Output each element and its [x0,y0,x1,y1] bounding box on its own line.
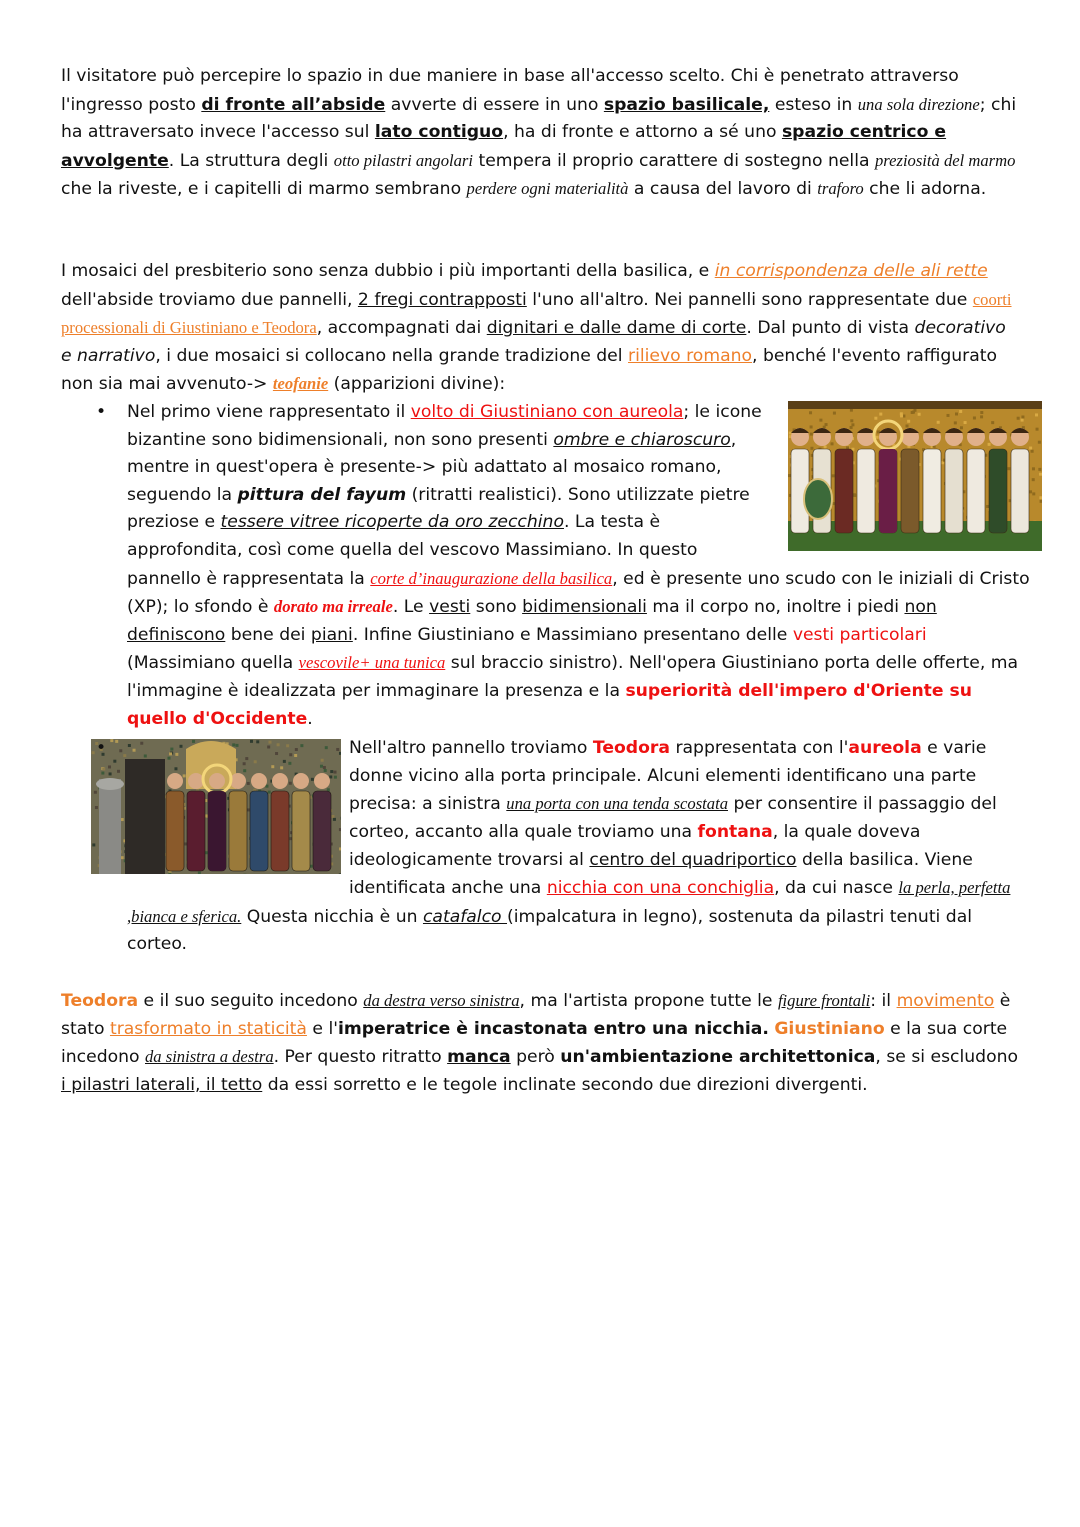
mosaic-fountain-pillar [99,779,121,874]
mosaic-tessera [911,411,914,414]
mosaic-tessera [986,505,989,508]
paragraph-2-segment: decorativo e narrativo [61,318,1006,366]
mosaic-tessera [243,762,246,765]
mosaic-tessera [183,775,186,778]
mosaic-tessera [325,746,328,749]
mosaic-tessera [1036,428,1039,431]
paragraph-1-segment: . La struttura degli [168,150,334,171]
mosaic-tessera [876,436,879,439]
mosaic-tessera [988,443,991,446]
mosaic-tessera [850,426,853,429]
bullet-1-segment: pittura del fayum [237,484,407,505]
mosaic-tessera [879,413,882,416]
bullet-2-segment: (impalcatura in legno), sostenuta da pilastri tenuti dal corteo. [127,906,973,955]
mosaic-tessera [277,743,280,746]
paragraph-1-segment: otto pilastri angolari [333,150,474,170]
bullet-2-segment: nicchia con una conchiglia [546,878,775,899]
fountain-icon [96,778,124,790]
paragraph-5-segment: da sinistra a destra [145,1047,274,1067]
bullet-1-segment: ma il corpo no, inoltre i piedi [646,597,905,618]
mosaic-figure-robe [166,791,184,871]
mosaic-figure-robe [945,449,963,533]
mosaic-tessera [809,411,812,414]
mosaic-tessera [788,474,791,477]
mosaic-tessera [92,844,95,847]
mosaic-tessera [1038,441,1041,444]
mosaic-figure-head [188,773,204,789]
bullet-1-segment: piani [310,624,353,645]
paragraph-conclusion [61,987,1021,1099]
mosaic-tessera [874,417,877,420]
paragraph-1-segment: traforo [817,179,864,199]
bullet-1-segment: superiorità dell'impero d'Oriente su quello d'Occidente [127,680,972,729]
mosaic-tessera [853,494,856,497]
mosaic-figure-robe [187,791,205,871]
mosaic-tessera [179,745,182,748]
mosaic-tessera [109,773,112,776]
mosaic-tessera [339,848,341,851]
mosaic-figure-robe [229,791,247,871]
mosaic-tessera [1021,415,1024,418]
mosaic-tessera [329,776,332,779]
mosaic-tessera [955,412,958,415]
bullet-2-segment: , la quale doveva ideologicamente trovarsi al [349,821,921,870]
mosaic-tessera [850,409,853,412]
paragraph-5-segment: e la sua corte incedono [61,1018,1008,1068]
mosaic-tessera [289,782,292,785]
paragraph-5-segment: imperatrice è incastonata entro una nicchia. [337,1018,769,1039]
mosaic-tessera [311,778,314,781]
paragraph-1-segment: avverte di essere in uno [385,94,604,115]
paragraph-1-segment: ; chi ha attraversato invece l'accesso sul [61,94,1017,143]
mosaic-tessera [271,765,274,768]
mosaic-figure-head [314,773,330,789]
paragraph-5-segment: e l' [306,1018,338,1039]
bullet-2-segment: e varie donne vicino alla porta principale. Alcuni elementi identificano una parte precisa: a sinistra [349,738,987,815]
mosaic-tessera [121,818,124,821]
mosaic-tessera [900,412,903,415]
mosaic-tessera [121,856,124,859]
mosaic-tessera [959,410,962,413]
mosaic-tessera [1035,413,1038,416]
bullet-1-segment: vesti [429,597,471,618]
mosaic-tessera [198,872,201,874]
mosaic-tessera [128,744,131,747]
paragraph-1-segment: tempera il proprio carattere di sostegno nella [473,150,875,171]
mosaic-tessera [906,424,909,427]
bullet-1-segment: (ritratti realistici). Sono utilizzate pietre preziose e [127,484,750,533]
mosaic-tessera [133,749,136,752]
paragraph-5-segment: i pilastri laterali, il tetto [61,1074,263,1095]
mosaic-tessera [123,754,126,757]
paragraph-2-segment: 2 fregi contrapposti [357,289,527,310]
bullet-1-segment: ombre e chiaroscuro [553,429,731,450]
mosaic-tessera [167,757,170,760]
mosaic-tessera [250,740,253,743]
mosaic-figure-robe [967,449,985,533]
mosaic-figure-head [167,773,183,789]
paragraph-2-segment: , benché l'evento raffigurato non sia mai avvenuto-> [61,345,998,395]
mosaic-tessera [824,446,827,449]
paragraph-2-segment: , i due mosaici si collocano nella grande tradizione del [155,345,628,366]
mosaic-tessera [268,741,271,744]
mosaic-tessera [245,757,248,760]
bullet-1-segment: volto di Giustiniano con aureola [410,402,684,422]
mosaic-tessera [339,752,341,755]
mosaic-tessera [1031,450,1034,453]
paragraph-1-segment: esteso in [769,94,858,115]
shield-icon [804,479,832,519]
mosaic-tessera [170,748,173,751]
mosaic-tessera [825,423,828,426]
mosaic-tessera [1039,473,1042,476]
paragraph-1-segment: preziosità del marmo [874,150,1016,170]
paragraph-1-segment: che li adorna. [863,179,987,200]
mosaic-theodora-svg [91,739,341,874]
mosaic-tessera [289,753,292,756]
mosaic-tessera [1017,417,1020,420]
bullet-2-segment: fontana [697,821,773,842]
mosaic-justinian-svg [788,401,1042,551]
mosaic-tessera [320,765,323,768]
paragraph-5-segment: però [510,1047,561,1068]
paragraph-5-segment: movimento [896,991,995,1011]
mosaic-tessera [960,426,963,429]
mosaic-tessera [937,421,940,424]
mosaic-tessera [175,753,178,756]
bullet-1-segment: (Massimiano quella [127,653,299,674]
paragraph-2-segment: in corrispondenza delle ali rette [714,261,988,281]
mosaic-tessera [789,432,792,435]
bullet-symbol: • [96,402,107,422]
paragraph-5-segment: , ma l'artista propone tutte le [519,991,778,1011]
bullet-1-segment: bene dei [225,624,311,645]
mosaic-tessera [980,415,983,418]
mosaic-tessera [94,791,97,794]
mosaic-tessera [334,776,337,779]
mosaic-tessera [95,806,98,809]
mosaic-tessera [169,753,172,756]
mosaic-tessera [119,749,122,752]
mosaic-tessera [288,762,291,765]
bullet-1-segment: vesti particolari [792,624,927,645]
mosaic-tessera [336,748,339,751]
paragraph-2-segment: dell'abside troviamo due pannelli, [61,289,358,310]
mosaic-figure-head [272,773,288,789]
mosaic-figure-head [251,773,267,789]
mosaic-tessera [113,760,116,763]
mosaic-figure-robe [271,791,289,871]
mosaic-door [125,759,165,874]
bullet-1-segment: ; le icone bizantine sono bidimensionali, non sono presenti [127,402,762,450]
mosaic-tessera [1032,467,1035,470]
mosaic-figure-robe [250,791,268,871]
mosaic-tessera [810,447,813,450]
paragraph-presbytery-mosaics [61,258,1021,399]
mosaic-tessera [1039,496,1042,499]
paragraph-2-segment: dignitari e dalle dame di corte [486,318,747,339]
bullet-2-segment: una porta con una tenda scostata [506,794,728,814]
mosaic-tessera [101,772,104,775]
mosaic-figure-head [209,773,225,789]
paragraph-2-segment: I mosaici del presbiterio sono senza dubbio i più importanti della basilica, e [61,261,715,281]
mosaic-tessera [243,769,246,772]
bullet-1-segment: tessere vitree ricoperte da oro zecchino [220,512,564,533]
mosaic-tessera [280,766,283,769]
paragraph-1-segment: che la riveste, e i capitelli di marmo sembrano [61,179,467,200]
paragraph-2-segment: teofanie [272,374,329,394]
paragraph-5-segment: un'ambientazione architettonica [560,1047,876,1068]
mosaic-tessera [941,461,944,464]
mosaic-tessera [144,755,147,758]
mosaic-tessera [339,828,341,831]
bullet-1-segment: . Infine Giustiniano e Massimiano presentano delle [352,624,793,645]
mosaic-figure-robe [901,449,919,533]
mosaic-tessera [256,740,259,743]
mosaic-tessera [833,412,836,415]
mosaic-figure-robe [313,791,331,871]
paragraph-1-segment: a causa del lavoro di [628,179,818,200]
mosaic-tessera [819,419,822,422]
bullet-2-segment: la perla, perfetta ,bianca e sferica. [127,878,1011,926]
mosaic-tessera [1029,447,1032,450]
paragraph-1-segment: Il visitatore può percepire lo spazio in due maniere in base all'accesso scelto. Chi è penetrato attraverso l'ingresso posto [61,66,959,115]
paragraph-2-segment: l'uno all'altro. Nei pannelli sono rappresentate due [526,289,973,310]
mosaic-tessera [267,746,270,749]
mosaic-tessera [324,769,327,772]
mosaic-tessera [1029,490,1032,493]
bullet-2-segment: , da cui nasce [774,878,899,899]
mosaic-tessera [275,752,278,755]
bullet-1-segment: vescovile+ una tunica [298,653,446,673]
mosaic-justinian-image [788,401,1042,551]
mosaic-tessera [286,744,289,747]
mosaic-tessera [831,442,834,445]
mosaic-tessera [247,782,250,785]
mosaic-tessera [851,423,854,426]
bullet-1-segment: . La testa è approfondita, così come quella del vescovo Massimiano. In questo pannello è rappresentata la [127,512,698,589]
bullet-2-segment: aureola [848,738,922,759]
paragraph-5-segment: : il [870,991,897,1011]
mosaic-tessera [946,414,949,417]
paragraph-1-segment: , ha di fronte e attorno a sé uno [503,122,782,143]
mosaic-empress-robe [208,791,226,871]
mosaic-tessera [850,419,853,422]
paragraph-1-segment: spazio basilicale, [603,94,770,115]
list-item-justinian-text [127,402,1030,729]
bullet-1-segment: , mentre in quest'opera è presente-> più adattato al mosaico romano, seguendo la [127,429,737,505]
mosaic-tessera [907,420,910,423]
paragraph-2-segment: coorti processionali di Giustiniano e Teodora [61,289,1012,338]
mosaic-tessera [1007,467,1010,470]
paragraph-access [61,63,1021,204]
mosaic-figure-robe [835,449,853,533]
mosaic-tessera [294,754,297,757]
mosaic-tessera [339,873,341,874]
bullet-2-segment: rappresentata con l' [670,738,849,759]
mosaic-tessera [232,743,235,746]
paragraph-5-segment: Teodora [61,991,139,1011]
mosaic-tessera [832,474,835,477]
paragraph-5-segment: figure frontali [777,991,871,1010]
mosaic-tessera [1032,492,1035,495]
bullet-1-segment: dorato ma irreale [273,597,393,617]
list-item-theodora [61,735,1036,959]
bullet-1-segment: . [307,708,313,729]
paragraph-1-segment: lato contiguo [374,122,504,143]
mosaic-tessera [235,744,238,747]
mosaic-tessera [810,425,813,428]
bullet-symbol: • [96,738,107,759]
bullet-2-segment: per consentire il passaggio del corteo, accanto alla quale troviamo una [349,794,997,842]
list-item-theodora-text [127,738,1010,954]
bullet-1-segment: bidimensionali [522,597,647,618]
paragraph-1-segment: una sola direzione [857,94,980,114]
mosaic-tessera [174,767,177,770]
mosaic-tessera [110,739,113,742]
paragraph-1-segment: di fronte all’abside [201,94,386,115]
bullet-1-segment: . Le [392,597,430,618]
paragraph-5-segment: , se si escludono [875,1047,1019,1068]
mosaic-tessera [117,770,120,773]
paragraph-1-segment: spazio centrico e avvolgente [61,122,947,171]
paragraph-5-segment: da essi sorretto e le tegole inclinate secondo due direzioni divergenti. [262,1074,868,1095]
paragraph-2-segment: rilievo romano [628,345,753,366]
mosaic-tessera [265,785,268,788]
bullet-list [61,399,1036,959]
paragraph-1-segment: perdere ogni materialità [466,179,629,199]
paragraph-2-segment: (apparizioni divine): [328,374,506,395]
paragraph-5-segment: e il suo seguito incedono [138,991,364,1011]
mosaic-tessera [991,421,994,424]
mosaic-figure-head [230,773,246,789]
mosaic-tessera [102,768,105,771]
mosaic-tessera [321,759,324,762]
list-item-justinian [61,399,1036,733]
paragraph-2-segment: . Dal punto di vista [746,318,915,339]
bullet-2-segment: Teodora [592,738,670,759]
mosaic-tessera [115,740,118,743]
mosaic-tessera [300,744,303,747]
mosaic-tessera [954,421,957,424]
mosaic-figure-head [293,773,309,789]
mosaic-border [788,401,1042,409]
paragraph-5-segment: . Per questo ritratto [273,1047,448,1068]
mosaic-tessera [973,416,976,419]
mosaic-tessera [980,411,983,414]
mosaic-tessera [964,421,967,424]
bullet-2-segment: della basilica. Viene identificata anche una [349,849,973,899]
mosaic-tessera [918,413,921,416]
mosaic-tessera [810,433,813,436]
mosaic-tessera [1032,478,1035,481]
mosaic-figure-robe [292,791,310,871]
mosaic-tessera [268,791,271,794]
paragraph-5-segment: è stato [61,991,1011,1039]
mosaic-tessera [1021,419,1024,422]
mosaic-tessera [295,748,298,751]
bullet-1-segment: Nel primo viene rappresentato il [127,402,411,422]
bullet-2-segment: catafalco [422,906,508,927]
mosaic-tessera [108,766,111,769]
bullet-1-segment: corte d’inaugurazione della basilica [370,568,613,588]
bullet-2-segment: centro del quadriportico [589,849,797,870]
paragraph-5-segment: manca [447,1047,511,1068]
mosaic-tessera [333,818,336,821]
bullet-1-segment: sono [470,597,523,618]
mosaic-figure-robe [857,449,875,533]
mosaic-tessera [330,770,333,773]
paragraph-5-segment: Giustiniano [774,1018,885,1039]
bullet-2-segment: Questa nicchia è un [241,906,423,927]
mosaic-tessera [192,740,195,743]
mosaic-tessera [254,760,257,763]
mosaic-tessera [1040,500,1042,503]
mosaic-tessera [168,873,171,874]
mosaic-tessera [283,760,286,763]
mosaic-tessera [334,771,337,774]
bullet-1-segment: non definiscono [127,597,937,645]
bullet-1-segment: sul braccio sinistro). Nell'opera Giustiniano porta delle offerte, ma l'immagine è idealizzata per immaginare la presenza e la [127,653,1019,701]
bullet-2-segment: Nell'altro pannello troviamo [349,738,593,759]
bullet-1-segment: , ed è presente uno scudo con le iniziali di Cristo (XP); lo sfondo è [127,568,1030,618]
mosaic-tessera [140,742,143,745]
paragraph-2-segment: , accompagnati dai [316,318,487,339]
mosaic-emperor-robe [879,449,897,533]
mosaic-tessera [323,766,326,769]
mosaic-figure-robe [1011,449,1029,533]
mosaic-tessera [331,815,334,818]
paragraph-5-segment: da destra verso sinistra [363,991,520,1010]
mosaic-figure-robe [989,449,1007,533]
mosaic-theodora-image [91,739,341,874]
mosaic-figure-robe [923,449,941,533]
mosaic-tessera [92,751,95,754]
paragraph-5-segment: trasformato in staticità [109,1018,307,1039]
mosaic-tessera [1038,468,1041,471]
